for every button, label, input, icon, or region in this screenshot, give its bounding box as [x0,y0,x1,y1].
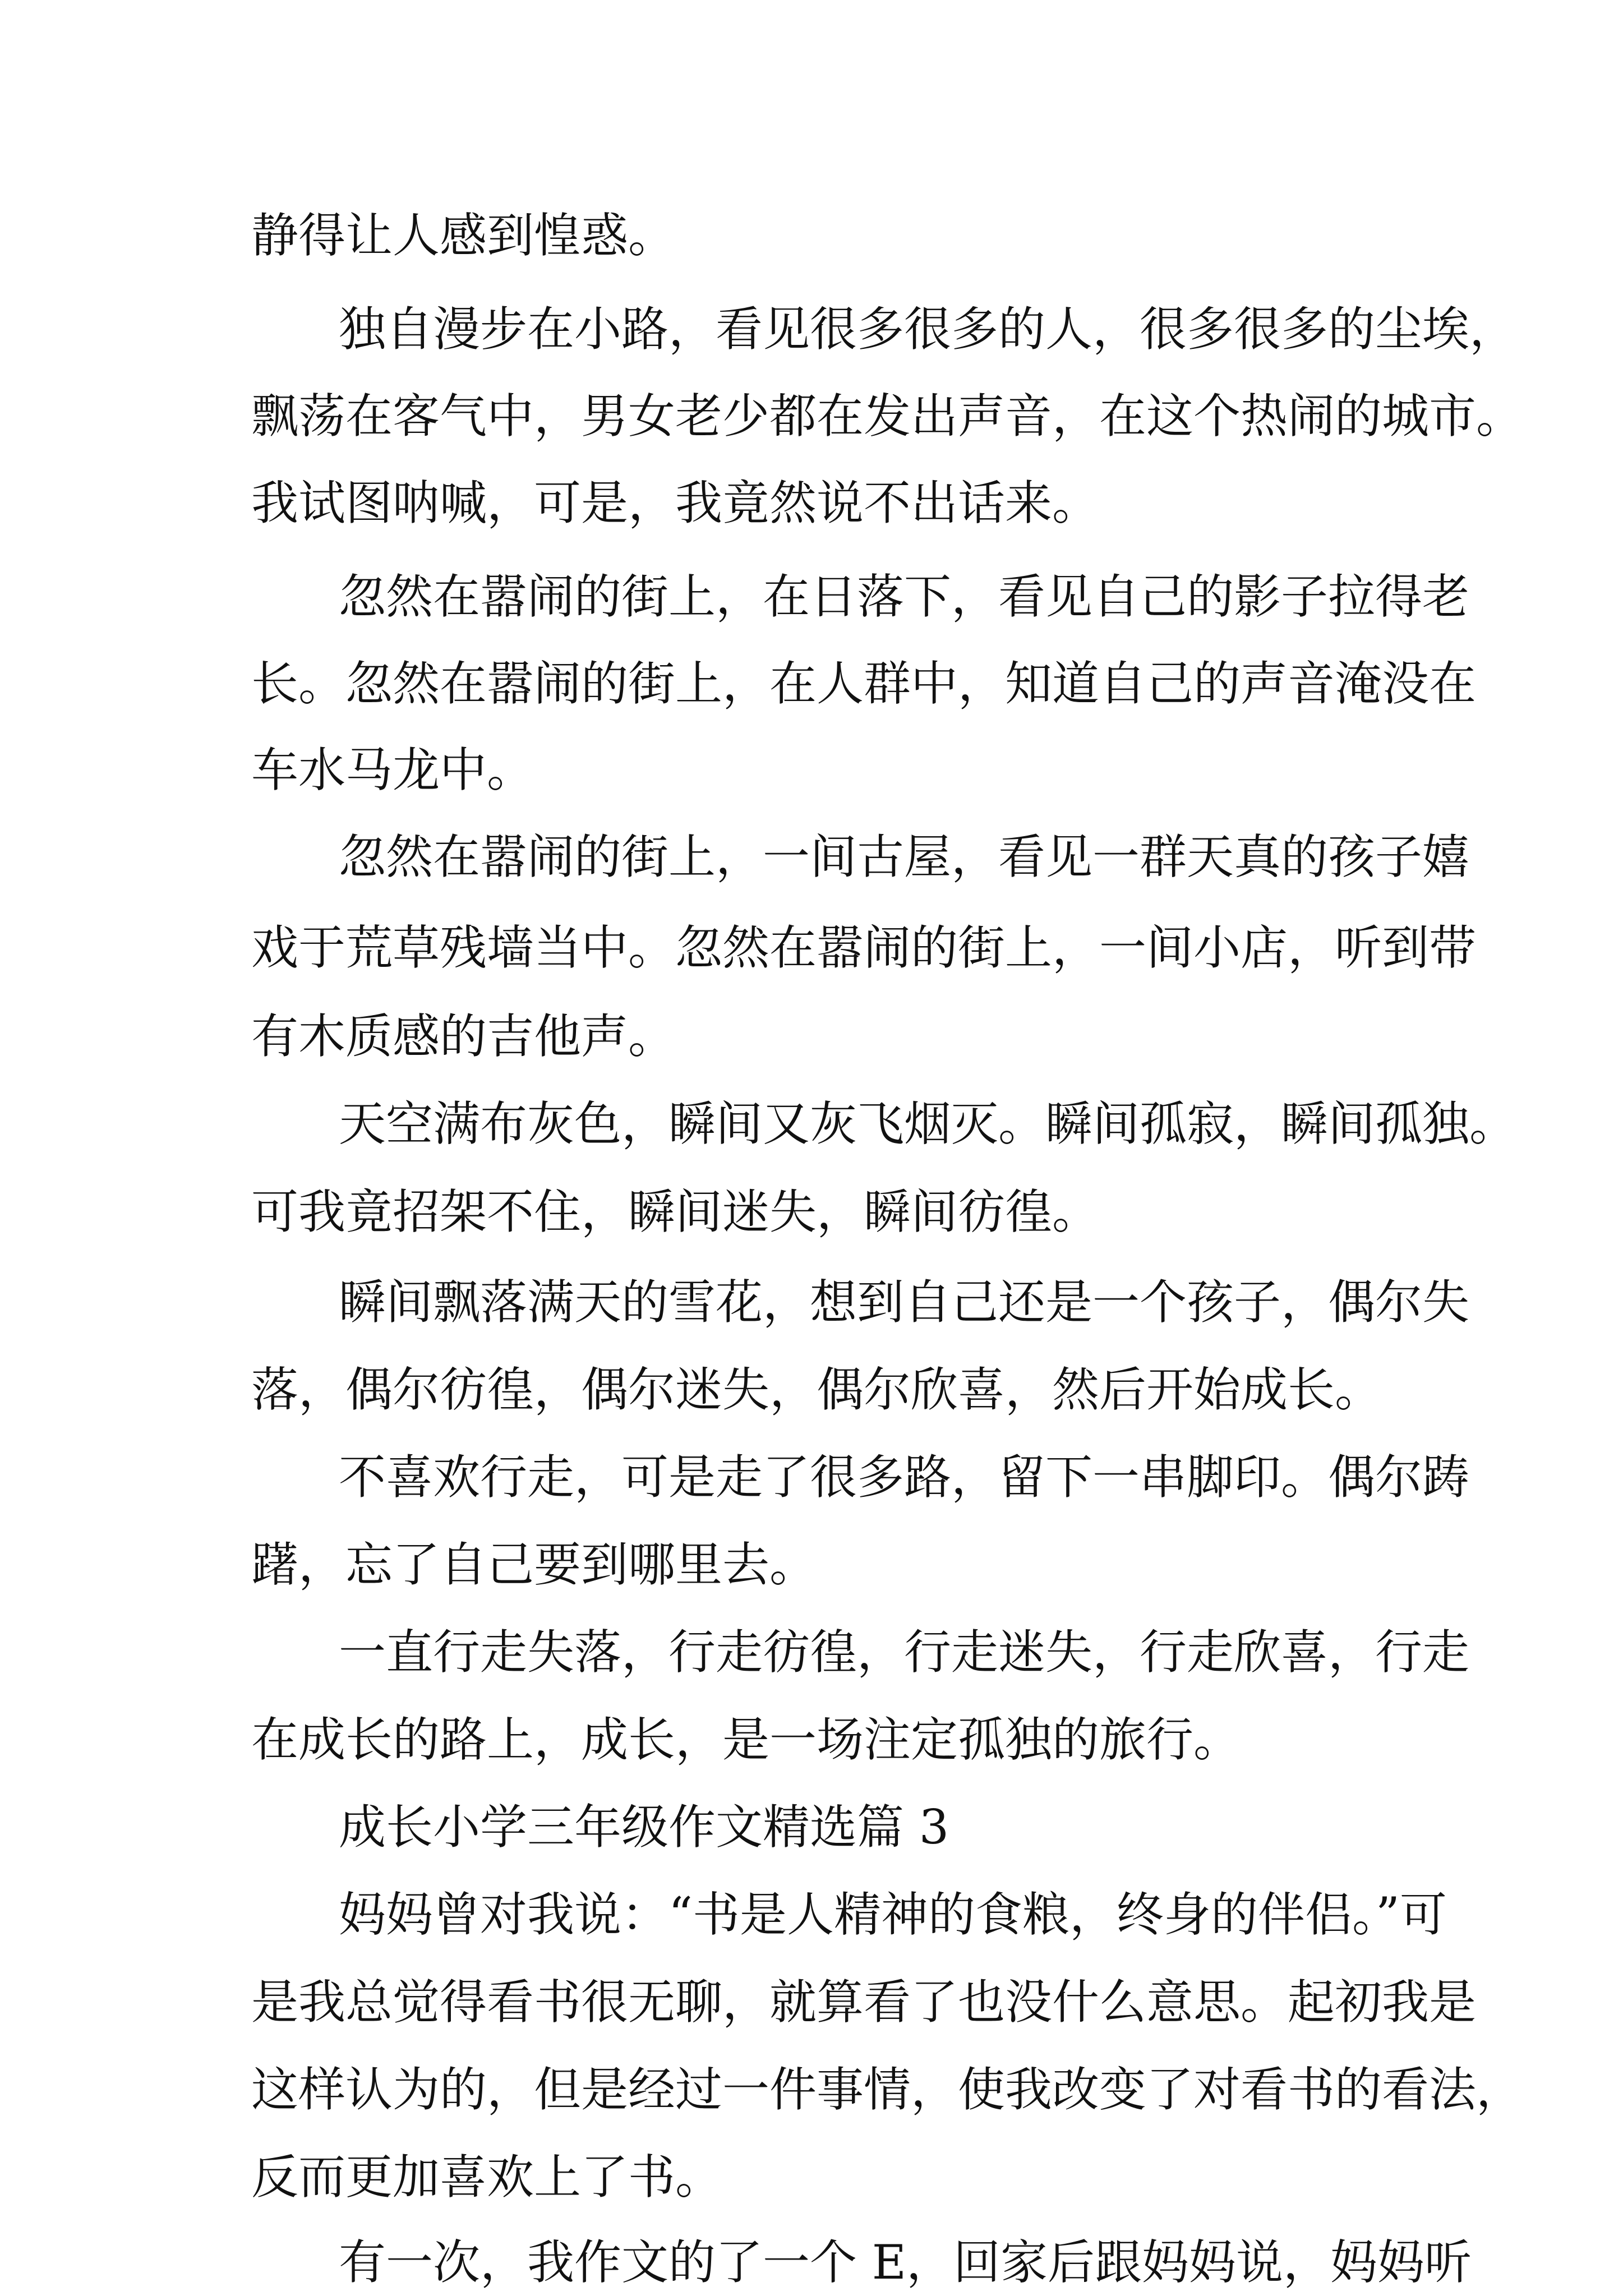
text-line: 天空满布灰色，瞬间又灰飞烟灭。瞬间孤寂，瞬间孤独。 [339,1096,1517,1151]
text-line: 妈妈曾对我说：“书是人精神的食粮，终身的伴侣。”可 [339,1887,1447,1942]
text-line: 躇，忘了自己要到哪里去。 [251,1537,817,1592]
text-line: 忽然在嚣闹的街上，一间古屋，看见一群天真的孩子嬉 [339,829,1470,884]
text-line: 反而更加喜欢上了书。 [251,2150,723,2205]
text-line: 可我竟招架不住，瞬间迷失，瞬间彷徨。 [251,1184,1100,1239]
text-line: 静得让人感到惶惑。 [251,208,676,263]
text-line: 有木质感的吉他声。 [251,1009,676,1064]
text-line: 不喜欢行走，可是走了很多路，留下一串脚印。偶尔踌 [339,1450,1470,1505]
text-line: 瞬间飘落满天的雪花，想到自己还是一个孩子，偶尔失 [339,1275,1470,1330]
section-heading: 成长小学三年级作文精选篇 3 [339,1800,949,1855]
text-line: 在成长的路上，成长，是一场注定孤独的旅行。 [251,1712,1241,1767]
text-line: 有一次，我作文的了一个 E，回家后跟妈妈说，妈妈听 [339,2235,1472,2290]
text-line: 落，偶尔彷徨，偶尔迷失，偶尔欣喜，然后开始成长。 [251,1362,1382,1417]
text-line: 这样认为的，但是经过一件事情，使我改变了对看书的看法， [251,2062,1524,2117]
text-line: 飘荡在客气中，男女老少都在发出声音，在这个热闹的城市。 [251,389,1524,444]
text-line: 我试图呐喊，可是，我竟然说不出话来。 [251,476,1100,531]
text-line: 独自漫步在小路，看见很多很多的人，很多很多的尘埃， [339,302,1517,357]
text-line: 车水马龙中。 [251,743,534,797]
text-line: 忽然在嚣闹的街上，在日落下，看见自己的影子拉得老 [339,569,1470,624]
text-line: 一直行走失落，行走彷徨，行走迷失，行走欣喜，行走 [339,1625,1470,1680]
text-line: 长。忽然在嚣闹的街上，在人群中，知道自己的声音淹没在 [251,656,1477,711]
text-line: 戏于荒草残墙当中。忽然在嚣闹的街上，一间小店，听到带 [251,920,1477,975]
text-line: 是我总觉得看书很无聊，就算看了也没什么意思。起初我是 [251,1975,1477,2030]
